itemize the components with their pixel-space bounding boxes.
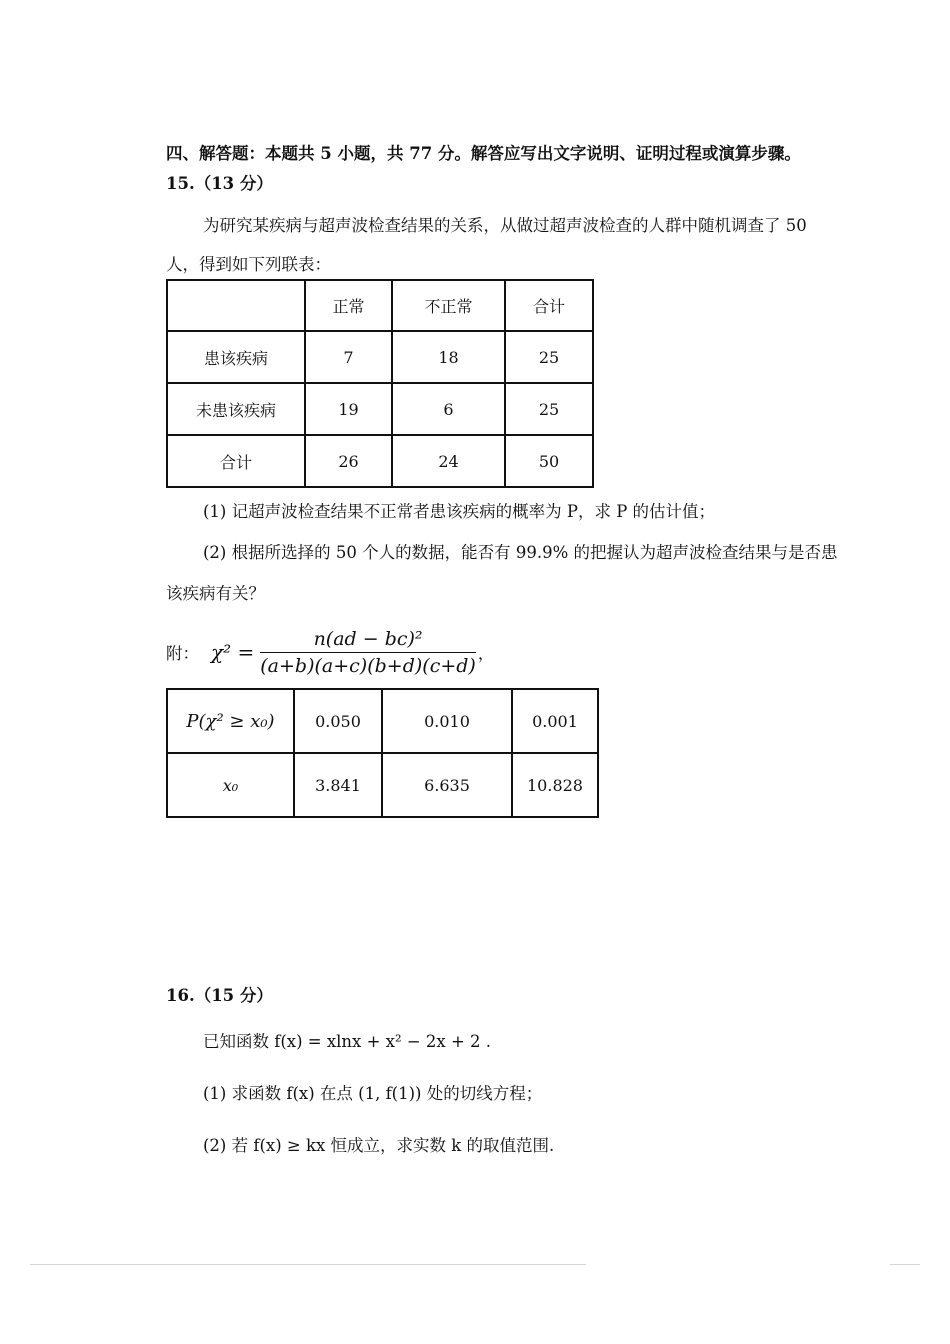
footer-divider-left bbox=[30, 1264, 586, 1265]
formula-numerator: n(ad − bc)² bbox=[260, 628, 476, 653]
table-cell: 3.841 bbox=[294, 753, 382, 817]
question-15-number: 15.（13 分） bbox=[166, 174, 273, 193]
appendix-label: 附： bbox=[166, 644, 199, 663]
footer-divider-right bbox=[890, 1264, 920, 1265]
table-cell: 10.828 bbox=[512, 753, 598, 817]
question-16-part2: (2) 若 f(x) ≥ kx 恒成立，求实数 k 的取值范围. bbox=[203, 1136, 555, 1155]
table-cell: 19 bbox=[305, 383, 392, 435]
question-16-part1: (1) 求函数 f(x) 在点 (1, f(1)) 处的切线方程； bbox=[203, 1084, 543, 1103]
table-header-cell: 合计 bbox=[505, 280, 593, 331]
question-16-number: 16.（15 分） bbox=[166, 986, 273, 1005]
table-cell: 0.001 bbox=[512, 689, 598, 753]
question-15-part2-line1: (2) 根据所选择的 50 个人的数据，能否有 99.9% 的把握认为超声波检查结果与是否患 bbox=[203, 543, 838, 562]
table-cell: 6.635 bbox=[382, 753, 512, 817]
table-cell: 6 bbox=[392, 383, 505, 435]
critical-value-table bbox=[166, 688, 599, 818]
contingency-table bbox=[166, 279, 594, 488]
formula-denominator: (a+b)(a+c)(b+d)(c+d) bbox=[260, 654, 476, 677]
table-row-label: 合计 bbox=[167, 435, 305, 487]
table-header-cell: 不正常 bbox=[392, 280, 505, 331]
table-cell: 24 bbox=[392, 435, 505, 487]
question-16-given: 已知函数 f(x) = xlnx + x² − 2x + 2 . bbox=[203, 1032, 492, 1051]
question-15-intro-line1: 为研究某疾病与超声波检查结果的关系，从做过超声波检查的人群中随机调查了 50 bbox=[203, 216, 807, 235]
table-cell: 25 bbox=[505, 383, 593, 435]
critical-table-x-label: x₀ bbox=[167, 753, 294, 817]
contingency-table-header-row bbox=[167, 280, 593, 331]
section-heading: 四、解答题：本题共 5 小题，共 77 分。解答应写出文字说明、证明过程或演算步骤。 bbox=[166, 144, 801, 163]
table-header-cell: 正常 bbox=[305, 280, 392, 331]
table-cell: 50 bbox=[505, 435, 593, 487]
formula-fraction bbox=[260, 628, 476, 677]
table-cell: 26 bbox=[305, 435, 392, 487]
table-cell: 18 bbox=[392, 331, 505, 383]
table-cell: 25 bbox=[505, 331, 593, 383]
table-row bbox=[167, 435, 593, 487]
critical-table-p-label: P(χ² ≥ x₀) bbox=[167, 689, 294, 753]
table-cell: 0.010 bbox=[382, 689, 512, 753]
question-15-part2-line2: 该疾病有关？ bbox=[166, 584, 265, 603]
question-15-intro-line2: 人，得到如下列联表： bbox=[166, 255, 331, 274]
table-cell: 0.050 bbox=[294, 689, 382, 753]
table-row bbox=[167, 689, 598, 753]
table-row bbox=[167, 383, 593, 435]
table-row-label: 患该疾病 bbox=[167, 331, 305, 383]
table-cell: 7 bbox=[305, 331, 392, 383]
question-15-part1: (1) 记超声波检查结果不正常者患该疾病的概率为 P，求 P 的估计值； bbox=[203, 502, 716, 521]
table-row-label: 未患该疾病 bbox=[167, 383, 305, 435]
table-corner-cell bbox=[167, 280, 305, 331]
table-row bbox=[167, 331, 593, 383]
formula-trail: ， bbox=[477, 644, 495, 663]
table-row bbox=[167, 753, 598, 817]
chi-square-formula bbox=[166, 620, 494, 684]
formula-lhs: χ² = bbox=[211, 640, 255, 664]
